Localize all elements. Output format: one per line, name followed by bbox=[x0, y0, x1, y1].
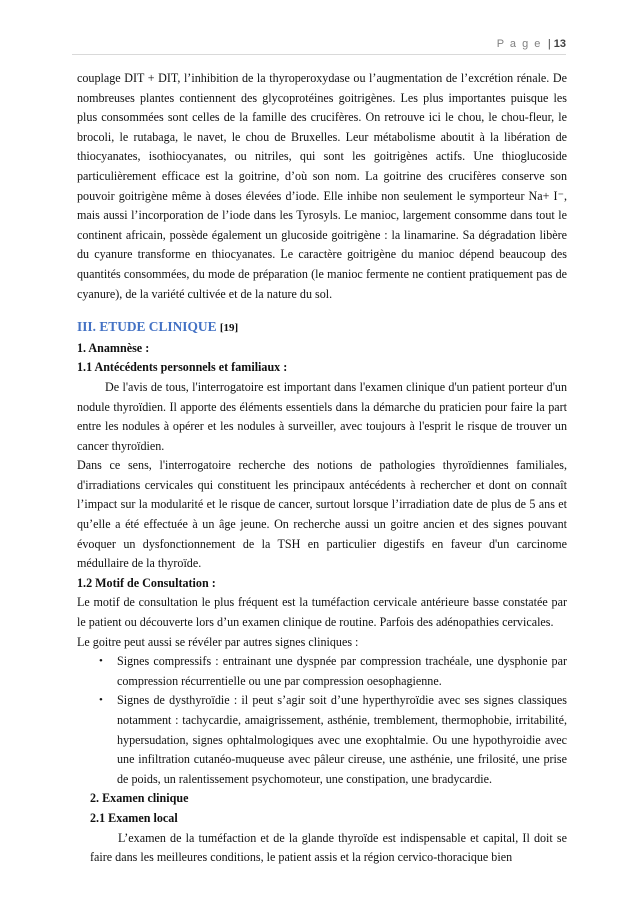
bullet-icon: • bbox=[99, 655, 103, 668]
header-separator: | bbox=[547, 38, 551, 50]
intro-paragraph: couplage DIT + DIT, l’inhibition de la thyroperoxydase ou l’augmentation de l’excrétion rénale. De nombreuses plantes contiennent des glycoprotéines goitrigènes. Les plus importantes puisque les plus consommées sont celles de la famille des crucifères. On retrouve ici le chou, le chou-fleur, le brocoli, le rutabaga, le navet, le chou de Bruxelles. Leur métabolisme aboutit à la libération de thiocyanates, isothiocyanates, ou nitriles, qui sont les goitrigènes actifs. Une thioglucoside particulièrement efficace est la goitrine, d’où son nom. La goitrine des crucifères conserve son pouvoir goitrigène même à doses élevées d’iode. Elle inhibe non seulement le symporteur Na+ I⁻, mais aussi l’incorporation de l’iode dans les Tyrosyls. Le manioc, largement consomme dans tout le continent africain, possède également un glucoside goitrigène : la linamarine. Sa dégradation libère du cyanure transforme en thiocyanates. Le caractère goitrigène du manioc dépend beaucoup des quantités consommées, du mode de préparation (le manioc fermente ne contient pratiquement pas de cyanure), de la variété cultivée et de la nature du sol. bbox=[77, 71, 567, 301]
heading-motif: 1.2 Motif de Consultation : bbox=[77, 575, 216, 590]
heading-examen-local: 2.1 Examen local bbox=[90, 810, 178, 825]
list-item-text: Signes compressifs : entrainant une dyspnée par compression trachéale, une dysphonie par compression récurrentielle ou une par compression oesophagienne. bbox=[117, 654, 567, 688]
antecedents-paragraph-1: De l'avis de tous, l'interrogatoire est important dans l'examen clinique d'un patient porteur d'un nodule thyroïdien. Il apporte des éléments essentiels dans la démarche du praticien pour faire la part entre les nodules à opérer et les nodules à surveiller, avec toujours à l'esprit le risque de trouver un cancer thyroïdien. bbox=[77, 379, 567, 453]
heading-antecedents: 1.1 Antécédents personnels et familiaux : bbox=[77, 360, 288, 375]
heading-examen: 2. Examen clinique bbox=[90, 791, 189, 806]
page-label: P a g e bbox=[496, 38, 542, 50]
antecedents-paragraph-2: Dans ce sens, l'interrogatoire recherche des notions de pathologies thyroïdiennes familiales, d'irradiations cervicales qui constituent les principaux antécédents à rechercher et dont on connaît l’impact sur la modularité et le risque de cancer, surtout lorsque l’irradiation date de plus de 5 ans et qu’elle a été effectuée à un âge jeune. On recherche aussi un goitre ancien et des signes pouvant évoquer un dysfonctionnement de la TSH en particulier digestifs en faveur d'un carcinome médullaire de la thyroïde. bbox=[77, 458, 567, 571]
header-rule bbox=[72, 54, 566, 55]
heading-anamnese: 1. Anamnèse : bbox=[77, 340, 150, 355]
spacer bbox=[77, 304, 567, 317]
motif-paragraph-2: Le goitre peut aussi se révéler par autres signes cliniques : bbox=[77, 634, 359, 649]
page-number: 13 bbox=[553, 38, 566, 50]
section-reference: [19] bbox=[219, 322, 239, 335]
list-item bbox=[77, 652, 567, 691]
bullet-icon: • bbox=[99, 694, 103, 707]
signs-list bbox=[77, 652, 567, 789]
section-title bbox=[77, 317, 567, 339]
document-body bbox=[77, 69, 567, 868]
examen-section bbox=[77, 789, 567, 867]
list-item bbox=[77, 691, 567, 789]
motif-paragraph-1: Le motif de consultation le plus fréquent est la tuméfaction cervicale antérieure basse constatée par le patient ou découverte lors d’un examen clinique de routine. Parfois des adénopathies cervicales. bbox=[77, 595, 567, 630]
page-header bbox=[497, 38, 566, 50]
examen-local-paragraph: L’examen de la tuméfaction et de la glande thyroïde est indispensable et capital, Il doit se faire dans les meilleures conditions, le patient assis et la région cervico-thoracique bien bbox=[90, 830, 567, 865]
section-title-text: III. ETUDE CLINIQUE bbox=[77, 319, 217, 335]
list-item-text: Signes de dysthyroïdie : il peut s’agir soit d’une hyperthyroïdie avec ses signes classiques notamment : tachycardie, amaigrissement, asthénie, tremblement, thermophobie, irritabilité, hypersudation, signes ophtalmologiques avec une exophtalmie. Ou une hypothyroidie avec une infiltration cutanéo-muqueuse avec pâleur cireuse, une asthénie, une frilosité, une prise de poids, un ralentissement psychomoteur, une constipation, une bradycardie. bbox=[117, 693, 567, 786]
